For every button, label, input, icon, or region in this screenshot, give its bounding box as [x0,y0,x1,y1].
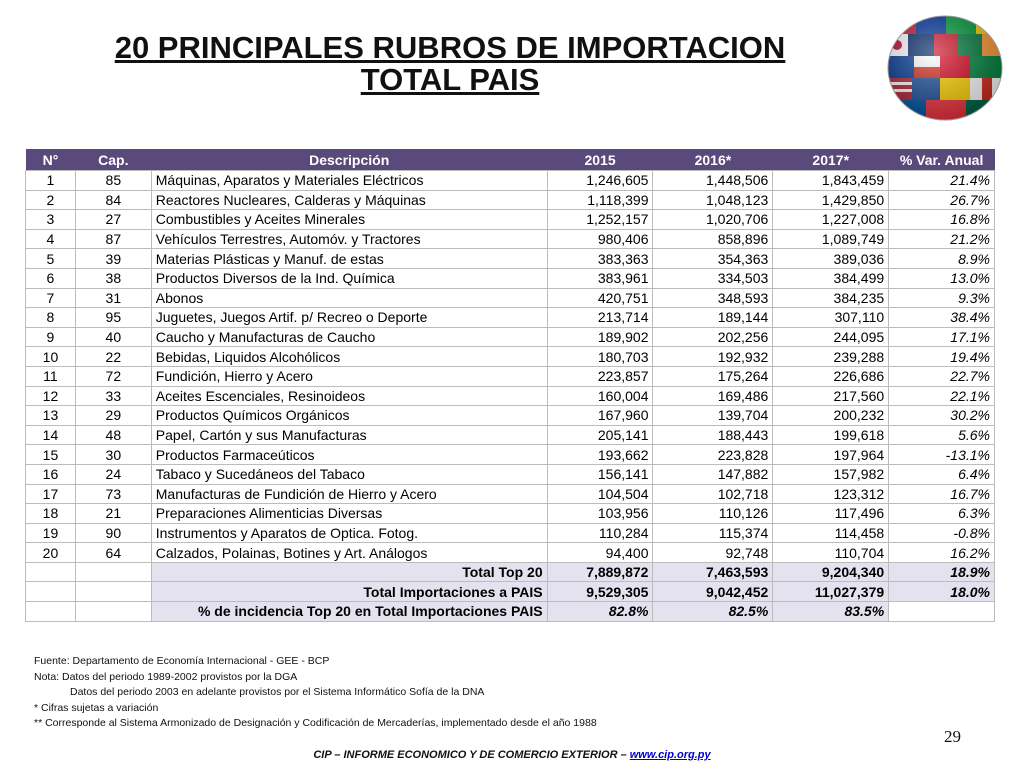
col-header-description: Descripción [151,149,547,171]
table-row [26,366,995,386]
row-chapter: 22 [75,347,151,367]
footnote-note-4: ** Corresponde al Sistema Armonizado de Designación y Codificación de Mercaderías, implementado desde el año 1988 [34,717,597,729]
row-description: Bebidas, Liquidos Alcohólicos [151,347,547,367]
table-row [26,484,995,504]
row-variation: 21.4% [889,171,995,191]
table-row [26,504,995,524]
table-row [26,523,995,543]
row-description: Combustibles y Aceites Minerales [151,210,547,230]
row-2017: 244,095 [773,327,889,347]
row-variation: 19.4% [889,347,995,367]
total-imports-2017: 11,027,379 [773,582,889,602]
row-2016: 192,932 [653,347,773,367]
row-2015: 1,246,605 [547,171,653,191]
row-variation: 6.3% [889,504,995,524]
table-row [26,464,995,484]
empty-cell [889,602,995,622]
row-variation: 16.8% [889,210,995,230]
table-row [26,543,995,563]
row-variation: 8.9% [889,249,995,269]
row-description: Vehículos Terrestres, Automóv. y Tractores [151,229,547,249]
row-variation: 16.2% [889,543,995,563]
row-description: Aceites Escenciales, Resinoideos [151,386,547,406]
footnote-note-3: * Cifras sujetas a variación [34,701,159,714]
col-header-variation: % Var. Anual [889,149,995,171]
title-line-1: 20 PRINCIPALES RUBROS DE IMPORTACION [114,30,786,65]
row-2015: 205,141 [547,425,653,445]
page-number: 29 [944,727,961,746]
row-2015: 160,004 [547,386,653,406]
row-2016: 110,126 [653,504,773,524]
row-number: 8 [26,308,76,328]
row-description: Juguetes, Juegos Artif. p/ Recreo o Deporte [151,308,547,328]
total-top20-label: Total Top 20 [151,562,547,582]
row-2016: 858,896 [653,229,773,249]
row-2015: 94,400 [547,543,653,563]
row-2015: 223,857 [547,366,653,386]
row-number: 11 [26,366,76,386]
total-top20-2017: 9,204,340 [773,562,889,582]
row-2015: 213,714 [547,308,653,328]
row-description: Materias Plásticas y Manuf. de estas [151,249,547,269]
row-number: 10 [26,347,76,367]
row-number: 7 [26,288,76,308]
row-2017: 117,496 [773,504,889,524]
total-top20-variation: 18.9% [889,562,995,582]
table-row [26,249,995,269]
row-2015: 980,406 [547,229,653,249]
table-row [26,288,995,308]
total-imports-label: Total Importaciones a PAIS [151,582,547,602]
table-row [26,327,995,347]
col-header-number: N° [26,149,76,171]
row-description: Tabaco y Sucedáneos del Tabaco [151,464,547,484]
row-2015: 1,118,399 [547,190,653,210]
row-variation: 22.7% [889,366,995,386]
total-imports-2016: 9,042,452 [653,582,773,602]
footer-text: CIP – INFORME ECONOMICO Y DE COMERCIO EXTERIOR – [313,749,630,761]
row-2017: 1,089,749 [773,229,889,249]
row-number: 9 [26,327,76,347]
row-description: Productos Químicos Orgánicos [151,406,547,426]
table-row [26,210,995,230]
table-row [26,308,995,328]
footnote-note-1: Nota: Datos del periodo 1989-2002 provistos por la DGA [34,670,298,683]
row-chapter: 30 [75,445,151,465]
row-variation: 5.6% [889,425,995,445]
row-2015: 180,703 [547,347,653,367]
row-description: Reactores Nucleares, Calderas y Máquinas [151,190,547,210]
row-chapter: 85 [75,171,151,191]
empty-cell [75,582,151,602]
row-number: 18 [26,504,76,524]
row-2016: 202,256 [653,327,773,347]
footer-link[interactable]: www.cip.org.py [629,749,711,761]
imports-table [25,149,995,622]
row-2015: 383,363 [547,249,653,269]
row-number: 17 [26,484,76,504]
row-chapter: 95 [75,308,151,328]
row-description: Caucho y Manufacturas de Caucho [151,327,547,347]
empty-cell [26,582,76,602]
row-2016: 92,748 [653,543,773,563]
row-number: 6 [26,268,76,288]
empty-cell [26,562,76,582]
row-variation: -13.1% [889,445,995,465]
row-chapter: 40 [75,327,151,347]
row-variation: 38.4% [889,308,995,328]
row-2016: 175,264 [653,366,773,386]
row-variation: 22.1% [889,386,995,406]
row-2017: 199,618 [773,425,889,445]
total-top20-2015: 7,889,872 [547,562,653,582]
footnotes [34,654,597,732]
incidence-2016: 82.5% [653,602,773,622]
row-2017: 114,458 [773,523,889,543]
footnote-note-2: Datos del periodo 2003 en adelante provistos por el Sistema Informático Sofía de la DNA [70,686,485,698]
page-title [60,32,840,96]
row-2017: 200,232 [773,406,889,426]
incidence-label: % de incidencia Top 20 en Total Importaciones PAIS [151,602,547,622]
row-chapter: 48 [75,425,151,445]
row-2016: 354,363 [653,249,773,269]
row-chapter: 38 [75,268,151,288]
total-imports-variation: 18.0% [889,582,995,602]
row-chapter: 27 [75,210,151,230]
row-2016: 1,448,506 [653,171,773,191]
row-2017: 123,312 [773,484,889,504]
row-chapter: 84 [75,190,151,210]
row-variation: 21.2% [889,229,995,249]
incidence-2017: 83.5% [773,602,889,622]
row-number: 12 [26,386,76,406]
row-number: 2 [26,190,76,210]
row-number: 5 [26,249,76,269]
total-top20-2016: 7,463,593 [653,562,773,582]
row-number: 1 [26,171,76,191]
row-chapter: 24 [75,464,151,484]
row-2017: 389,036 [773,249,889,269]
row-2015: 156,141 [547,464,653,484]
empty-cell [75,602,151,622]
incidence-row [26,602,995,622]
row-2017: 217,560 [773,386,889,406]
table-header-row [26,149,995,171]
row-variation: 17.1% [889,327,995,347]
col-header-2015: 2015 [547,149,653,171]
row-number: 3 [26,210,76,230]
row-number: 16 [26,464,76,484]
row-2017: 157,982 [773,464,889,484]
table-row [26,229,995,249]
row-description: Papel, Cartón y sus Manufacturas [151,425,547,445]
row-number: 20 [26,543,76,563]
table-row [26,425,995,445]
footnote-source: Fuente: Departamento de Economía Internacional - GEE - BCP [34,655,330,667]
row-2017: 1,843,459 [773,171,889,191]
row-2017: 226,686 [773,366,889,386]
col-header-chapter: Cap. [75,149,151,171]
incidence-2015: 82.8% [547,602,653,622]
table-row [26,268,995,288]
row-variation: -0.8% [889,523,995,543]
row-2017: 307,110 [773,308,889,328]
row-chapter: 31 [75,288,151,308]
row-number: 13 [26,406,76,426]
row-chapter: 90 [75,523,151,543]
row-2015: 193,662 [547,445,653,465]
row-number: 4 [26,229,76,249]
row-2015: 1,252,157 [547,210,653,230]
row-2016: 334,503 [653,268,773,288]
total-top20-row [26,562,995,582]
row-2016: 348,593 [653,288,773,308]
row-2015: 110,284 [547,523,653,543]
table-row [26,171,995,191]
row-2015: 383,961 [547,268,653,288]
empty-cell [75,562,151,582]
row-2016: 102,718 [653,484,773,504]
row-description: Abonos [151,288,547,308]
row-2016: 169,486 [653,386,773,406]
row-2016: 115,374 [653,523,773,543]
row-2016: 139,704 [653,406,773,426]
row-chapter: 87 [75,229,151,249]
row-chapter: 64 [75,543,151,563]
row-2015: 167,960 [547,406,653,426]
row-chapter: 72 [75,366,151,386]
row-chapter: 29 [75,406,151,426]
row-description: Preparaciones Alimenticias Diversas [151,504,547,524]
empty-cell [26,602,76,622]
row-2016: 188,443 [653,425,773,445]
row-description: Productos Farmaceúticos [151,445,547,465]
page-footer [0,749,1024,761]
row-number: 15 [26,445,76,465]
row-2016: 189,144 [653,308,773,328]
row-chapter: 73 [75,484,151,504]
table-row [26,386,995,406]
row-description: Productos Diversos de la Ind. Química [151,268,547,288]
row-2016: 1,048,123 [653,190,773,210]
row-2016: 1,020,706 [653,210,773,230]
title-line-2: TOTAL PAIS [360,62,540,97]
row-variation: 13.0% [889,268,995,288]
col-header-2017: 2017* [773,149,889,171]
total-imports-2015: 9,529,305 [547,582,653,602]
row-number: 14 [26,425,76,445]
row-variation: 30.2% [889,406,995,426]
row-number: 19 [26,523,76,543]
globe-flags-icon [886,14,1004,122]
table-row [26,406,995,426]
row-2015: 189,902 [547,327,653,347]
row-variation: 9.3% [889,288,995,308]
row-2017: 197,964 [773,445,889,465]
row-2016: 147,882 [653,464,773,484]
row-2015: 103,956 [547,504,653,524]
total-imports-row [26,582,995,602]
row-2017: 1,227,008 [773,210,889,230]
row-2017: 239,288 [773,347,889,367]
row-description: Instrumentos y Aparatos de Optica. Fotog. [151,523,547,543]
row-variation: 6.4% [889,464,995,484]
row-description: Fundición, Hierro y Acero [151,366,547,386]
table-row [26,190,995,210]
row-chapter: 21 [75,504,151,524]
row-description: Máquinas, Aparatos y Materiales Eléctricos [151,171,547,191]
row-variation: 16.7% [889,484,995,504]
row-2017: 110,704 [773,543,889,563]
row-2017: 384,235 [773,288,889,308]
table-row [26,347,995,367]
row-description: Calzados, Polainas, Botines y Art. Análogos [151,543,547,563]
row-2017: 384,499 [773,268,889,288]
row-chapter: 33 [75,386,151,406]
row-2015: 104,504 [547,484,653,504]
row-2015: 420,751 [547,288,653,308]
row-2017: 1,429,850 [773,190,889,210]
row-variation: 26.7% [889,190,995,210]
row-chapter: 39 [75,249,151,269]
row-description: Manufacturas de Fundición de Hierro y Acero [151,484,547,504]
table-row [26,445,995,465]
row-2016: 223,828 [653,445,773,465]
col-header-2016: 2016* [653,149,773,171]
